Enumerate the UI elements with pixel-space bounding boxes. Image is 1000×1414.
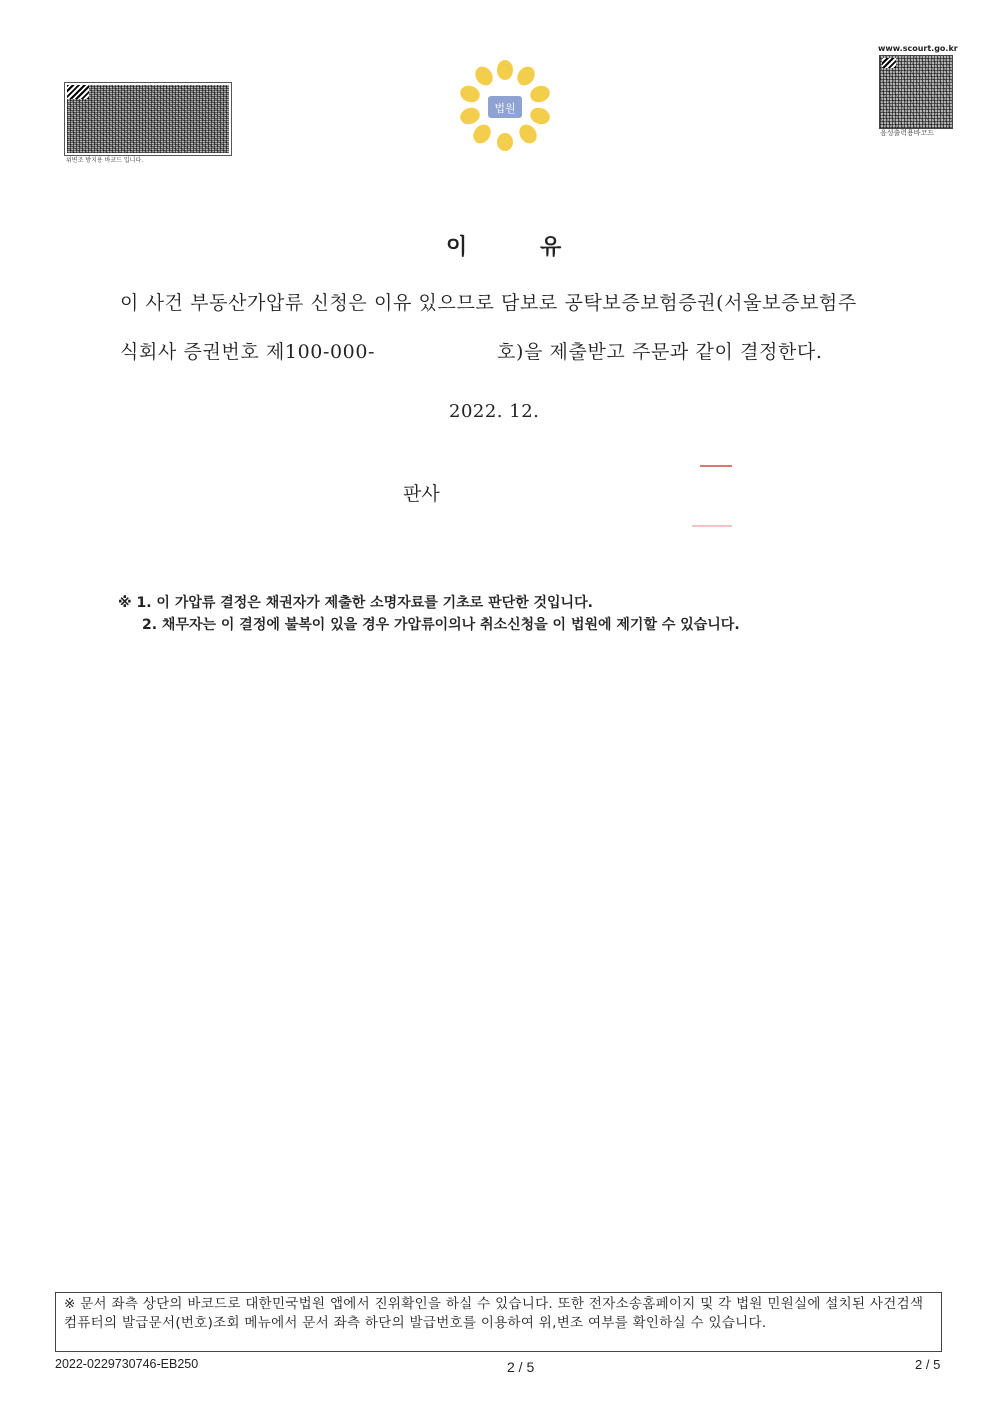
anti-forgery-barcode-caption: 위변조 방지용 바코드 입니다. — [66, 157, 144, 164]
anti-forgery-barcode — [64, 82, 232, 156]
court-emblem-icon — [458, 60, 552, 152]
issue-number: 2022-0229730746-EB250 — [55, 1357, 199, 1371]
reason-text-line2-start: 식회사 증권번호 제100-000- — [120, 341, 376, 363]
voice-output-barcode — [879, 55, 953, 129]
section-heading-part1: 이 — [446, 235, 468, 260]
decision-date: 2022. 12. — [449, 401, 540, 422]
note-1: ※ 1. 이 가압류 결정은 채권자가 제출한 소명자료를 기초로 판단한 것입니다. — [118, 595, 593, 611]
verification-notice: ※ 문서 좌측 상단의 바코드로 대한민국법원 앱에서 진위확인을 하실 수 있습니다. 또한 전자소송홈페이지 및 각 법원 민원실에 설치된 사건검색 컴퓨터의 발급문서(번호)조회 메뉴에서 문서 좌측 하단의 발급번호를 이용하여 위,변조 여부를 확인하실 수 있습니다. — [55, 1292, 942, 1352]
redaction-mark — [692, 525, 732, 527]
redaction-mark — [700, 465, 732, 467]
page-number-right: 2 / 5 — [915, 1357, 941, 1372]
reason-text-line1: 이 사건 부동산가압류 신청은 이유 있으므로 담보로 공탁보증보험증권(서울보증보험주 — [120, 292, 857, 314]
note-2: 2. 채무자는 이 결정에 불복이 있을 경우 가압류이의나 취소신청을 이 법원에 제기할 수 있습니다. — [142, 617, 740, 633]
emblem-text: 법원 — [494, 102, 516, 115]
section-heading-part2: 유 — [540, 235, 562, 260]
court-website-url: www.scourt.go.kr — [878, 44, 958, 53]
judge-label: 판사 — [403, 483, 440, 505]
voice-output-barcode-caption: 음성출력용바코드 — [880, 129, 935, 137]
page-number-center: 2 / 5 — [507, 1359, 535, 1375]
reason-text-line2-end: 호)을 제출받고 주문과 같이 결정한다. — [497, 341, 823, 363]
notes-block — [118, 592, 740, 636]
